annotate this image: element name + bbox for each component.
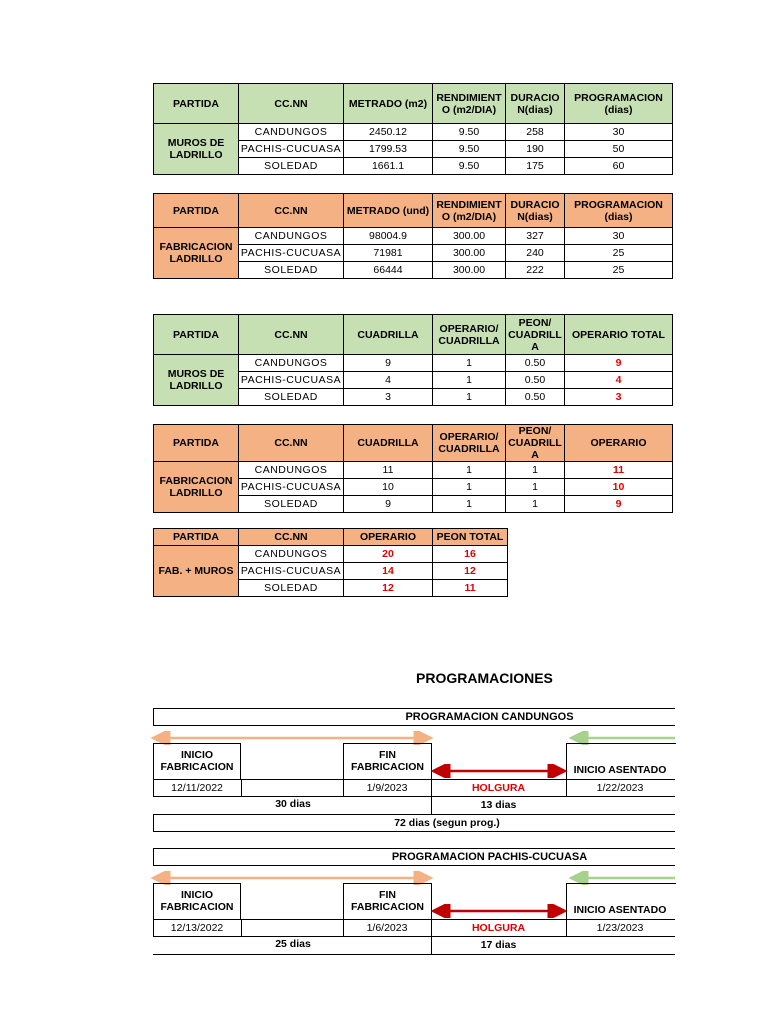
ccnn-cell: SOLEDAD [239,158,344,175]
table-cell: 9.50 [433,158,506,175]
dias-holgura: 17 dias [480,939,517,951]
header-operario-total: OPERARIO TOTAL [565,315,673,355]
table-cell: 1 [506,496,565,513]
table-cell: 1 [433,372,506,389]
table-cell: 9 [565,496,673,513]
table-cell: 1 [433,462,506,479]
header-rendimiento: RENDIMIENT O (m2/DIA) [433,194,506,228]
header-ccnn: CC.NN [239,529,344,546]
label-inicio-fabricacion: INICIO FABRICACION [160,889,234,913]
table-cell: 1 [506,462,565,479]
header-partida: PARTIDA [154,315,239,355]
header-ccnn: CC.NN [239,84,344,124]
header-partida: PARTIDA [154,529,239,546]
ccnn-cell: CANDUNGOS [239,462,344,479]
table-cell: 1 [433,479,506,496]
table-cell: 327 [506,228,565,245]
ccnn-cell: CANDUNGOS [239,228,344,245]
header-partida: PARTIDA [154,194,239,228]
table-cell: 240 [506,245,565,262]
table-cell: 3 [344,389,433,406]
date-fin: 1/9/2023 [366,782,408,794]
table-cell: 10 [565,479,673,496]
partida-cell: MUROS DE LADRILLO [154,124,239,175]
dias-fabricacion: 25 dias [275,938,311,950]
date-fin: 1/6/2023 [366,922,408,934]
table-cell: 222 [506,262,565,279]
table-cell: 9.50 [433,124,506,141]
table-cell: 300.00 [433,262,506,279]
programaciones-title: PROGRAMACIONES [416,670,553,686]
table-cell: 9 [344,355,433,372]
table-cell: 1 [433,496,506,513]
arrow-holgura [430,904,570,918]
date-asentado: 1/23/2023 [596,922,644,934]
label-holgura: HOLGURA [471,782,526,794]
table-cell: 12 [433,563,508,580]
table-fabricacion-cuadrilla [153,424,673,513]
table-cell: 1799.53 [344,141,433,158]
table-cell: 60 [565,158,673,175]
partida-cell: FAB. + MUROS [154,546,239,597]
table-cell: 258 [506,124,565,141]
header-duracion: DURACIO N(dias) [506,84,565,124]
table-cell: 175 [506,158,565,175]
ccnn-cell: CANDUNGOS [239,124,344,141]
table-cell: 11 [433,580,508,597]
table-cell: 1661.1 [344,158,433,175]
header-metrado: METRADO (m2) [344,84,433,124]
table-cell: 300.00 [433,245,506,262]
table-cell: 11 [344,462,433,479]
header-partida: PARTIDA [154,425,239,462]
table-cell: 1 [433,389,506,406]
ccnn-cell: PACHIS-CUCUASA [239,372,344,389]
header-operario: OPERARIO [344,529,433,546]
table-cell: 14 [344,563,433,580]
table-cell: 16 [433,546,508,563]
label-inicio-asentado: INICIO ASENTADO [573,904,667,916]
table-cell: 9.50 [433,141,506,158]
dias-fabricacion: 30 dias [275,798,311,810]
table-cell: 4 [565,372,673,389]
header-peon-cuadrilla: PEON/ CUADRILL A [506,315,565,355]
header-operario-cuadrilla: OPERARIO/ CUADRILLA [433,315,506,355]
header-rendimiento: RENDIMIENT O (m2/DIA) [433,84,506,124]
header-metrado: METRADO (und) [344,194,433,228]
label-fin-fabricacion: FIN FABRICACION [351,749,424,773]
header-peon-cuadrilla: PEON/ CUADRILL A [506,425,565,462]
header-peon-total: PEON TOTAL [433,529,508,546]
header-programacion: PROGRAMACION (dias) [565,84,673,124]
table-cell: 4 [344,372,433,389]
table-cell: 25 [565,262,673,279]
header-ccnn: CC.NN [239,315,344,355]
table-cell: 2450.12 [344,124,433,141]
ccnn-cell: SOLEDAD [239,389,344,406]
table-cell: 66444 [344,262,433,279]
table-cell: 1 [506,479,565,496]
table-cell: 30 [565,124,673,141]
label-fin-fabricacion: FIN FABRICACION [351,889,424,913]
table-fab-muros-total [153,528,508,597]
table-cell: 71981 [344,245,433,262]
header-operario-cuadrilla: OPERARIO/ CUADRILLA [433,425,506,462]
arrow-holgura [430,764,570,778]
table-cell: 98004.9 [344,228,433,245]
partida-cell: MUROS DE LADRILLO [154,355,239,406]
schedule-title: PROGRAMACION PACHIS-CUCUASA [391,851,588,863]
header-cuadrilla: CUADRILLA [344,315,433,355]
schedule-title: PROGRAMACION CANDUNGOS [405,711,574,723]
table-cell: 0.50 [506,355,565,372]
date-inicio: 12/13/2022 [170,922,224,934]
table-fabricacion-metrado [153,193,673,279]
dias-holgura: 13 dias [480,799,517,811]
dias-total: 72 dias (segun prog.) [394,817,500,829]
date-inicio: 12/11/2022 [171,782,223,794]
header-programacion: PROGRAMACION (dias) [565,194,673,228]
table-cell: 0.50 [506,372,565,389]
ccnn-cell: PACHIS-CUCUASA [239,245,344,262]
label-inicio-asentado: INICIO ASENTADO [573,764,667,776]
ccnn-cell: SOLEDAD [239,580,344,597]
partida-cell: FABRICACION LADRILLO [154,228,239,279]
header-ccnn: CC.NN [239,194,344,228]
header-partida: PARTIDA [154,84,239,124]
header-ccnn: CC.NN [239,425,344,462]
label-holgura: HOLGURA [471,922,526,934]
table-cell: 190 [506,141,565,158]
table-cell: 9 [565,355,673,372]
header-operario: OPERARIO [565,425,673,462]
table-cell: 1 [433,355,506,372]
ccnn-cell: CANDUNGOS [239,355,344,372]
table-cell: 25 [565,245,673,262]
table-cell: 0.50 [506,389,565,406]
header-duracion: DURACIO N(dias) [506,194,565,228]
ccnn-cell: SOLEDAD [239,262,344,279]
table-muros-cuadrilla [153,314,673,406]
table-cell: 9 [344,496,433,513]
table-cell: 10 [344,479,433,496]
table-muros-metrado [153,83,673,175]
label-inicio-fabricacion: INICIO FABRICACION [160,749,234,773]
ccnn-cell: PACHIS-CUCUASA [239,479,344,496]
table-cell: 20 [344,546,433,563]
header-cuadrilla: CUADRILLA [344,425,433,462]
table-cell: 11 [565,462,673,479]
ccnn-cell: PACHIS-CUCUASA [239,563,344,580]
ccnn-cell: PACHIS-CUCUASA [239,141,344,158]
table-cell: 30 [565,228,673,245]
table-cell: 300.00 [433,228,506,245]
ccnn-cell: SOLEDAD [239,496,344,513]
ccnn-cell: CANDUNGOS [239,546,344,563]
date-asentado: 1/22/2023 [596,782,644,794]
partida-cell: FABRICACION LADRILLO [154,462,239,513]
table-cell: 12 [344,580,433,597]
table-cell: 3 [565,389,673,406]
table-cell: 50 [565,141,673,158]
